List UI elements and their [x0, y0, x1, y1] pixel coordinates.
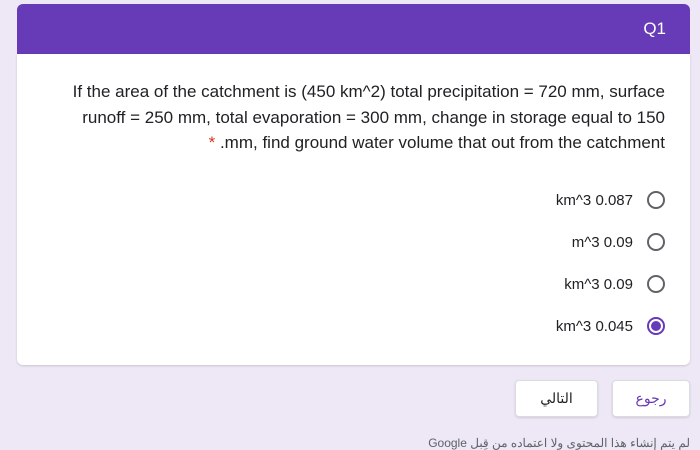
- required-star: *: [208, 133, 216, 152]
- question-text: [47, 79, 665, 156]
- option-label: 0.09 m^3: [571, 233, 633, 251]
- radio-button[interactable]: [647, 191, 665, 209]
- back-button[interactable]: رجوع: [612, 380, 690, 417]
- option-3[interactable]: [556, 263, 665, 305]
- option-1[interactable]: [556, 179, 665, 221]
- option-label: 0.087 km^3: [555, 191, 633, 209]
- question-body: If the area of the catchment is (450 km^2) total precipitation = 720 mm, surface runoff = 250 mm, total evaporation = 300 mm, change in storage equal to 150 mm, find ground water volume that out from the catchment.: [72, 82, 665, 152]
- option-2[interactable]: [556, 221, 665, 263]
- radio-button[interactable]: [647, 233, 665, 251]
- options-list: [556, 179, 665, 347]
- option-label: 0.09 km^3: [564, 275, 633, 293]
- question-card: [17, 54, 690, 365]
- radio-button[interactable]: [647, 275, 665, 293]
- option-label: 0.045 km^3: [555, 317, 633, 335]
- radio-dot: [651, 321, 661, 331]
- form-header: [17, 4, 690, 54]
- footer-disclaimer: لم يتم إنشاء هذا المحتوى ولا اعتماده من قِبل Google: [428, 436, 690, 450]
- question-number: Q1: [643, 19, 666, 38]
- next-button[interactable]: التالي: [515, 380, 598, 417]
- radio-button-selected[interactable]: [647, 317, 665, 335]
- option-4[interactable]: [556, 305, 665, 347]
